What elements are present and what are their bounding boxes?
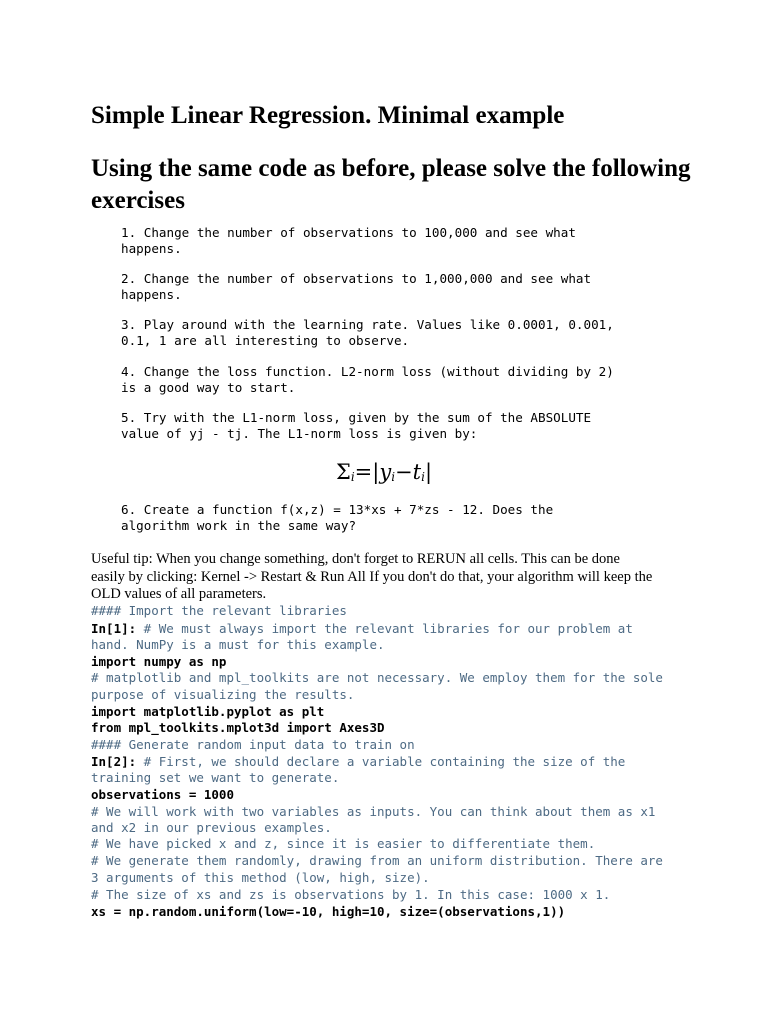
exercise-item-6 <box>121 502 681 534</box>
code-line: # matplotlib and mpl_toolkits are not necessary. We employ them for the sole <box>91 670 663 685</box>
code-line: and x2 in our previous examples. <box>91 820 332 835</box>
formula-bar: | <box>424 460 433 484</box>
exercises-heading-line-2: exercises <box>91 187 185 214</box>
exercise-5-line-2: value of yj - tj. The L1-norm loss is given by: <box>121 426 478 441</box>
formula-sub-3: i <box>421 470 425 484</box>
useful-tip-paragraph <box>91 551 691 604</box>
code-line: 3 arguments of this method (low, high, size). <box>91 870 430 885</box>
formula-sub-2: i <box>391 470 396 484</box>
cell-prompt: In[2]: <box>91 754 137 769</box>
code-line: import matplotlib.pyplot as plt <box>91 704 325 719</box>
tip-line-2: easily by clicking: Kernel -> Restart & Run All If you don't do that, your algorithm will keep the <box>91 568 653 585</box>
exercise-3-line-2: 0.1, 1 are all interesting to observe. <box>121 333 410 348</box>
code-line: # We will work with two variables as inputs. You can think about them as x1 <box>91 804 656 819</box>
cell-prompt: In[1]: <box>91 621 137 636</box>
code-line: xs = np.random.uniform(low=-10, high=10, size=(observations,1)) <box>91 904 566 919</box>
formula-minus: − <box>395 460 413 484</box>
exercise-2-line-1: 2. Change the number of observations to 1,000,000 and see what <box>121 271 592 286</box>
formula-sub-1: i <box>350 470 355 484</box>
code-line: # We generate them randomly, drawing from an uniform distribution. There are <box>91 853 663 868</box>
code-line: # The size of xs and zs is observations by 1. In this case: 1000 x 1. <box>91 887 611 902</box>
exercise-item-1 <box>121 225 681 257</box>
tip-line-1: Useful tip: When you change something, don't forget to RERUN all cells. This can be done <box>91 551 620 567</box>
exercises-heading-line-1: Using the same code as before, please solve the following <box>91 155 691 182</box>
exercise-6-line-1: 6. Create a function f(x,z) = 13*xs + 7*zs - 12. Does the <box>121 502 554 517</box>
exercise-item-4 <box>121 364 681 396</box>
exercise-item-5 <box>121 410 681 442</box>
code-comment: # First, we should declare a variable containing the size of the <box>136 754 626 769</box>
document-title: Simple Linear Regression. Minimal example <box>91 102 565 129</box>
code-line: import numpy as np <box>91 654 227 669</box>
code-line: # We have picked x and z, since it is easier to differentiate them. <box>91 836 596 851</box>
exercise-5-line-1: 5. Try with the L1-norm loss, given by the sum of the ABSOLUTE <box>121 410 592 425</box>
l1-norm-formula <box>0 457 768 492</box>
formula-t: t <box>412 460 422 484</box>
exercise-6-line-2: algorithm work in the same way? <box>121 518 357 533</box>
exercise-4-line-1: 4. Change the loss function. L2-norm loss (without dividing by 2) <box>121 364 614 379</box>
exercise-2-line-2: happens. <box>121 287 182 302</box>
code-line: #### Import the relevant libraries <box>91 603 347 618</box>
code-line: purpose of visualizing the results. <box>91 687 355 702</box>
code-line: #### Generate random input data to train on <box>91 737 415 752</box>
exercise-item-3 <box>121 317 681 349</box>
exercise-item-2 <box>121 271 681 303</box>
code-line <box>91 621 691 638</box>
formula-y: y <box>379 460 392 484</box>
exercise-1-line-2: happens. <box>121 241 182 256</box>
exercises-heading <box>91 153 711 217</box>
exercise-4-line-2: is a good way to start. <box>121 380 296 395</box>
formula-eq: =| <box>354 460 380 484</box>
code-line: from mpl_toolkits.mplot3d import Axes3D <box>91 720 385 735</box>
code-line <box>91 754 691 771</box>
tip-line-3: OLD values of all parameters. <box>91 586 267 602</box>
code-comment: # We must always import the relevant libraries for our problem at <box>136 621 633 636</box>
formula-sum: Σ <box>335 460 351 484</box>
code-line: training set we want to generate. <box>91 770 340 785</box>
code-line: observations = 1000 <box>91 787 234 802</box>
exercise-3-line-1: 3. Play around with the learning rate. Values like 0.0001, 0.001, <box>121 317 614 332</box>
code-line: hand. NumPy is a must for this example. <box>91 637 385 652</box>
exercise-1-line-1: 1. Change the number of observations to 100,000 and see what <box>121 225 576 240</box>
